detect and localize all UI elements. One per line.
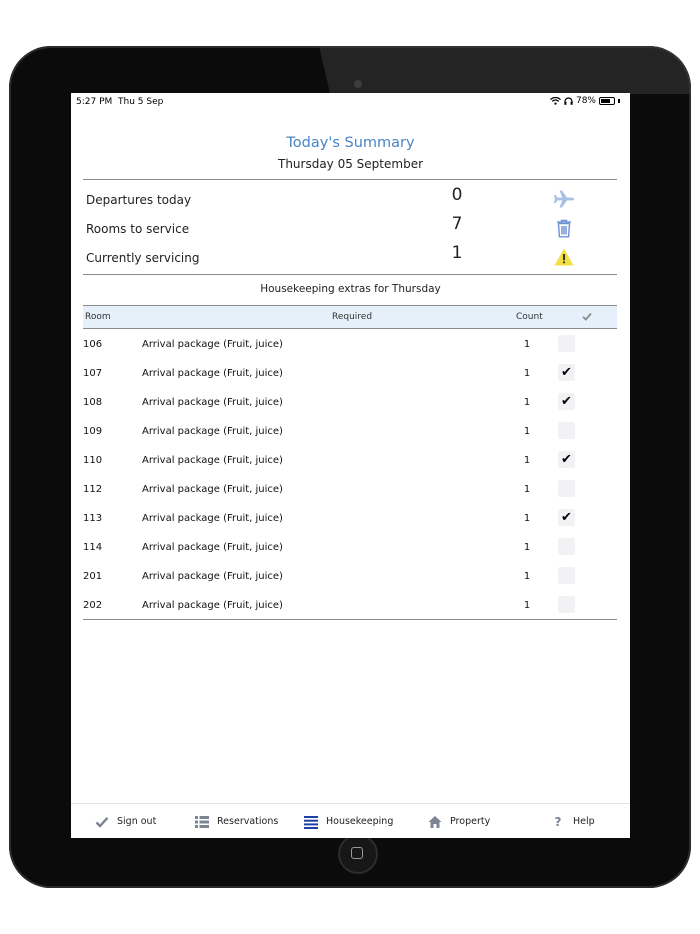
lines-icon <box>304 815 318 829</box>
item-count: 1 <box>523 368 531 379</box>
table-row[interactable] <box>83 445 617 474</box>
battery-fill <box>601 99 610 103</box>
required-item: Arrival package (Fruit, juice) <box>142 571 283 582</box>
room-number: 107 <box>83 368 103 379</box>
stat-value: 1 <box>451 243 463 263</box>
table-row[interactable] <box>83 387 617 416</box>
required-item: Arrival package (Fruit, juice) <box>142 513 283 524</box>
home-icon <box>428 815 442 829</box>
tab-reservations[interactable] <box>195 804 278 838</box>
item-count: 1 <box>523 455 531 466</box>
required-item: Arrival package (Fruit, juice) <box>142 426 283 437</box>
battery-percent: 78% <box>575 96 596 106</box>
summary-title: Today's Summary <box>286 135 415 151</box>
status-bar <box>71 93 630 110</box>
summary-divider-bottom <box>83 274 617 275</box>
tab-bar <box>71 803 630 838</box>
battery-icon <box>599 97 615 105</box>
list-icon <box>195 815 209 829</box>
required-item: Arrival package (Fruit, juice) <box>142 455 283 466</box>
item-count: 1 <box>523 397 531 408</box>
item-count: 1 <box>523 426 531 437</box>
stat-label: Currently servicing <box>86 251 200 265</box>
front-camera <box>354 80 362 88</box>
tab-housekeeping[interactable] <box>304 804 393 838</box>
table-bottom-divider <box>83 619 617 620</box>
status-time <box>76 97 163 107</box>
stat-label: Departures today <box>86 193 192 207</box>
stat-label: Rooms to service <box>86 222 190 236</box>
home-square-icon <box>351 847 363 859</box>
room-number: 110 <box>83 455 103 466</box>
column-header-count[interactable]: Count <box>516 312 543 322</box>
app-screen <box>71 93 630 838</box>
required-item: Arrival package (Fruit, juice) <box>142 397 283 408</box>
room-number: 109 <box>83 426 103 437</box>
stat-currently-servicing <box>83 243 617 271</box>
done-checkbox[interactable] <box>558 567 575 584</box>
room-number: 112 <box>83 484 103 495</box>
plane-icon[interactable] <box>553 189 575 209</box>
checkmark-icon <box>95 815 109 829</box>
done-checkbox[interactable] <box>558 422 575 439</box>
stat-departures <box>83 185 617 213</box>
stat-value: 0 <box>451 185 463 205</box>
room-number: 108 <box>83 397 103 408</box>
battery-cap <box>618 99 620 103</box>
tab-label: Sign out <box>117 816 157 827</box>
required-item: Arrival package (Fruit, juice) <box>142 600 283 611</box>
status-date: Thu 5 Sep <box>118 97 164 107</box>
tab-label: Housekeeping <box>326 816 394 827</box>
room-number: 106 <box>83 339 103 350</box>
item-count: 1 <box>523 339 531 350</box>
tab-sign-out[interactable] <box>95 804 156 838</box>
summary-divider-top <box>83 179 617 180</box>
question-icon: ? <box>554 814 562 829</box>
required-item: Arrival package (Fruit, juice) <box>142 484 283 495</box>
stat-value: 7 <box>451 214 463 234</box>
status-clock: 5:27 PM <box>76 97 113 107</box>
tab-property[interactable] <box>428 804 490 838</box>
stat-rooms-to-service <box>83 214 617 242</box>
checkmark-icon <box>582 312 592 321</box>
table-row[interactable] <box>83 561 617 590</box>
item-count: 1 <box>523 542 531 553</box>
warning-icon[interactable] <box>553 247 575 267</box>
table-row[interactable] <box>83 358 617 387</box>
home-button[interactable] <box>338 834 378 874</box>
done-checkbox[interactable]: ✔ <box>558 364 575 381</box>
table-row[interactable] <box>83 329 617 358</box>
item-count: 1 <box>523 571 531 582</box>
required-item: Arrival package (Fruit, juice) <box>142 368 283 379</box>
table-row[interactable] <box>83 590 617 619</box>
headphones-icon <box>564 97 573 105</box>
trash-icon[interactable] <box>553 218 575 238</box>
done-checkbox[interactable] <box>558 480 575 497</box>
frame-reflection <box>319 46 691 94</box>
room-number: 201 <box>83 571 103 582</box>
item-count: 1 <box>523 600 531 611</box>
tab-label: Reservations <box>217 816 279 827</box>
required-item: Arrival package (Fruit, juice) <box>142 339 283 350</box>
tab-label: Help <box>573 816 595 827</box>
extras-table-header <box>83 305 617 329</box>
table-row[interactable] <box>83 474 617 503</box>
status-indicators <box>550 96 620 106</box>
done-checkbox[interactable]: ✔ <box>558 451 575 468</box>
item-count: 1 <box>523 484 531 495</box>
column-header-required[interactable]: Required <box>332 312 373 322</box>
done-checkbox[interactable]: ✔ <box>558 509 575 526</box>
table-row[interactable] <box>83 503 617 532</box>
summary-date: Thursday 05 September <box>277 157 424 171</box>
room-number: 202 <box>83 600 103 611</box>
room-number: 113 <box>83 513 103 524</box>
done-checkbox[interactable] <box>558 596 575 613</box>
done-checkbox[interactable]: ✔ <box>558 393 575 410</box>
required-item: Arrival package (Fruit, juice) <box>142 542 283 553</box>
extras-title: Housekeeping extras for Thursday <box>260 283 441 295</box>
done-checkbox[interactable] <box>558 538 575 555</box>
tab-help[interactable] <box>551 804 595 838</box>
room-number: 114 <box>83 542 103 553</box>
column-header-room[interactable]: Room <box>85 312 111 322</box>
table-row[interactable] <box>83 416 617 445</box>
tab-label: Property <box>450 816 491 827</box>
wifi-icon <box>550 97 561 105</box>
item-count: 1 <box>523 513 531 524</box>
table-row[interactable] <box>83 532 617 561</box>
done-checkbox[interactable] <box>558 335 575 352</box>
